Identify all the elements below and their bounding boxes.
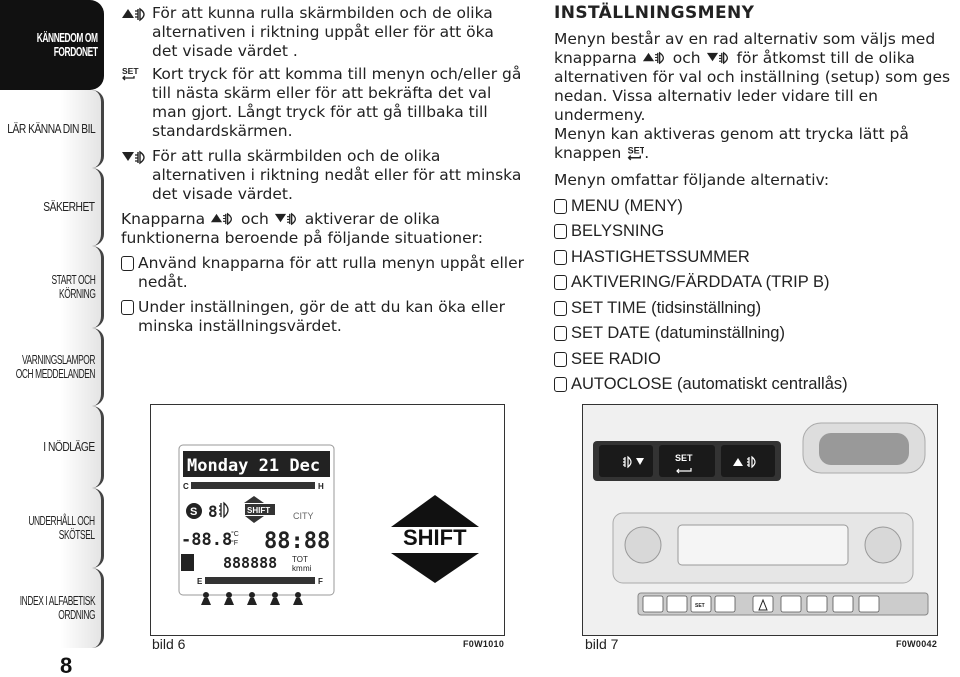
fuel-f-label: F <box>318 577 323 586</box>
figure-caption: bild 7 <box>585 636 619 652</box>
text-line: det visade värdet . <box>152 42 298 60</box>
dashboard-illustration <box>583 405 938 636</box>
tab-index-i-alfabetisk-ordning[interactable] <box>0 568 104 648</box>
menu-item-label: HASTIGHETSSUMMER <box>571 247 750 266</box>
text-line <box>554 144 960 163</box>
intro-paragraph <box>554 30 960 163</box>
list-item <box>554 197 960 216</box>
clock-readout: 88:88 <box>264 529 331 554</box>
unit-celsius: °C <box>231 531 239 538</box>
list-item <box>554 350 960 369</box>
chapter-sidebar <box>0 0 108 677</box>
checkbox-bullet-icon <box>554 224 567 239</box>
gear-digit: 8 <box>208 502 218 521</box>
mi-label: mi <box>303 564 312 573</box>
text-line: För att rulla skärmbilden och de olika <box>152 147 441 165</box>
menu-item-label: SEE RADIO <box>571 349 661 368</box>
figure-code: F0W0042 <box>896 639 938 649</box>
tab-label-line: KÖRNING <box>58 287 95 301</box>
checkbox-bullet-icon <box>554 275 567 290</box>
tab-label-line: START OCH <box>50 272 95 287</box>
temp-c-label: C <box>183 482 189 491</box>
menu-item-label: AKTIVERING/FÄRDDATA (TRIP B) <box>571 273 830 291</box>
text-line: Använd knapparna för att rulla menyn uppåt eller <box>138 254 525 272</box>
text-line: standardskärmen. <box>152 122 293 140</box>
tab-start-och-korning[interactable] <box>0 246 104 328</box>
text-line <box>121 210 533 229</box>
up-button-icon <box>121 5 149 23</box>
tab-label-line: INDEX I ALFABETISK <box>19 593 95 608</box>
radio-display <box>678 525 848 565</box>
list-item <box>554 248 960 267</box>
up-button-icon <box>210 210 236 227</box>
outside-temp-readout: -88.8 <box>181 530 233 550</box>
up-button-icon <box>642 49 668 66</box>
switch-button[interactable] <box>715 596 735 612</box>
odometer-readout: 888888 <box>223 554 278 572</box>
tab-label-line: OCH MEDDELANDEN <box>15 367 95 381</box>
text-line: Under inställningen, gör de att du kan öka eller <box>138 298 505 316</box>
tab-varningslampor-och-meddelanden[interactable] <box>0 328 104 406</box>
text-line: man gjort. Långt tryck för att gå tillbaka till <box>152 103 488 121</box>
text-line: För att kunna rulla skärmbilden och de olika <box>152 4 493 22</box>
menu-item-label: AUTOCLOSE (automatiskt centrallås) <box>571 375 848 393</box>
tab-label: LÄR KÄNNA DIN BIL <box>7 121 95 136</box>
text-line: alternativen i riktning uppåt eller för att öka <box>152 23 494 41</box>
text-fragment: knappen <box>554 144 622 162</box>
tab-lar-kanna-din-bil[interactable] <box>0 90 104 168</box>
checkbox-bullet-icon <box>554 301 567 316</box>
text-line: funktionerna beroende på följande situationer: <box>121 229 483 247</box>
checkbox-bullet-icon <box>554 352 567 367</box>
small-set-label: SET <box>695 603 705 609</box>
menu-item-label: SET TIME (tidsinställning) <box>571 298 762 317</box>
tab-label: I NÖDLÄGE <box>43 439 95 454</box>
text-fragment: aktiverar de olika <box>304 210 441 228</box>
large-shift-up-arrow-icon <box>391 495 479 527</box>
text-line <box>554 49 960 68</box>
buttons-paragraph <box>121 210 533 248</box>
definition-down-button <box>121 147 533 204</box>
list-item <box>554 299 960 318</box>
tab-sakerhet[interactable] <box>0 168 104 246</box>
figure-dashboard-buttons <box>582 404 938 636</box>
text-fragment: för åtkomst till de olika <box>736 49 915 67</box>
down-button[interactable] <box>599 445 653 477</box>
switch-button[interactable] <box>643 596 663 612</box>
menu-item-label: SET DATE (datuminställning) <box>571 324 785 342</box>
text-line: nedan. Vissa alternativ leder vidare till en undermeny. <box>554 87 878 124</box>
menu-item-label: BELYSNING <box>571 222 665 240</box>
text-line: minska inställningsvärdet. <box>138 317 342 335</box>
text-line: till nästa skärm eller för att bekräfta det val <box>152 84 492 102</box>
menu-intro-text: Menyn omfattar följande alternativ: <box>554 171 830 189</box>
checkbox-bullet-icon <box>554 250 567 265</box>
text-line: alternativen för val och inställning (setup) som ges <box>554 68 951 86</box>
list-item <box>554 375 960 394</box>
up-button[interactable] <box>721 445 775 477</box>
city-mode-label: CITY <box>293 511 314 521</box>
large-shift-label: SHIFT <box>403 525 467 550</box>
s-badge-label: S <box>190 506 198 518</box>
unit-fahrenheit: °F <box>231 540 239 547</box>
text-fragment: . <box>644 144 650 162</box>
text-fragment: och <box>672 49 701 67</box>
air-vent <box>819 433 909 465</box>
definition-up-button <box>121 4 533 61</box>
checkbox-bullet-icon <box>121 300 134 315</box>
checkbox-bullet-icon <box>121 256 134 271</box>
text-line: Kort tryck för att komma till menyn och/eller gå <box>152 65 522 83</box>
list-item <box>554 324 960 343</box>
definition-set-button <box>121 65 533 141</box>
menu-list <box>554 197 960 395</box>
text-fragment: knapparna <box>554 49 637 67</box>
text-line: Menyn består av en rad alternativ som väljs med <box>554 30 936 48</box>
text-line: alternativen i riktning nedåt eller för att minska <box>152 166 522 184</box>
text-line: Menyn kan aktiveras genom att trycka lätt på <box>554 125 909 143</box>
tab-label-line: UNDERHÅLL OCH <box>28 513 95 528</box>
bullet-item <box>121 298 533 336</box>
figure-caption: bild 6 <box>152 636 186 652</box>
list-item <box>554 222 960 241</box>
down-button-icon <box>121 148 149 166</box>
tot-label: TOT <box>292 555 308 564</box>
tab-underhall-och-skotsel[interactable] <box>0 488 104 568</box>
text-line: nedåt. <box>138 273 188 291</box>
set-button-icon <box>626 145 644 162</box>
tab-kannedom-om-fordonet[interactable] <box>0 0 104 90</box>
bullet-item <box>121 254 533 292</box>
left-knob[interactable] <box>625 527 661 563</box>
menu-item-label: MENU (MENY) <box>571 196 683 215</box>
down-button-icon <box>274 210 300 227</box>
km-label: km <box>292 564 303 573</box>
tab-label-line: SKÖTSEL <box>59 528 95 542</box>
switch-button[interactable] <box>859 596 879 612</box>
switch-button[interactable] <box>833 596 853 612</box>
set-button-icon <box>121 66 149 84</box>
instrument-display-illustration <box>151 405 505 636</box>
switch-button[interactable] <box>781 596 801 612</box>
down-button-icon <box>706 49 732 66</box>
text-column-left <box>121 4 533 336</box>
tab-i-nodlage[interactable] <box>0 406 104 488</box>
tab-label-line: VARNINGSLAMPOR <box>21 352 95 367</box>
tab-label-line: KÄNNEDOM OM <box>37 30 98 45</box>
checkbox-bullet-icon <box>554 377 567 392</box>
figure-code: F0W1010 <box>463 639 505 649</box>
set-button-label: SET <box>675 453 693 463</box>
fuel-e-label: E <box>197 577 203 586</box>
text-column-right <box>554 4 960 394</box>
display-date: Monday 21 Dec <box>187 456 321 476</box>
section-heading: INSTÄLLNINGSMENY <box>554 3 755 23</box>
checkbox-bullet-icon <box>554 199 567 214</box>
text-fragment: och <box>240 210 269 228</box>
switch-button[interactable] <box>667 596 687 612</box>
right-knob[interactable] <box>865 527 901 563</box>
tab-label-line: ORDNING <box>58 608 95 622</box>
switch-button[interactable] <box>807 596 827 612</box>
fuel-pump-icon <box>181 554 194 571</box>
temp-h-label: H <box>318 482 324 491</box>
page-number: 8 <box>60 653 73 677</box>
tab-label-line: FORDONET <box>54 45 98 59</box>
text-fragment: Knapparna <box>121 210 206 228</box>
figure-instrument-display <box>150 404 505 636</box>
list-item <box>554 273 960 292</box>
text-line: det visade värdet. <box>152 185 293 203</box>
shift-indicator-label: SHIFT <box>247 506 271 515</box>
checkbox-bullet-icon <box>554 326 567 341</box>
large-shift-down-arrow-icon <box>391 553 479 583</box>
tab-label: SÄKERHET <box>43 199 95 214</box>
